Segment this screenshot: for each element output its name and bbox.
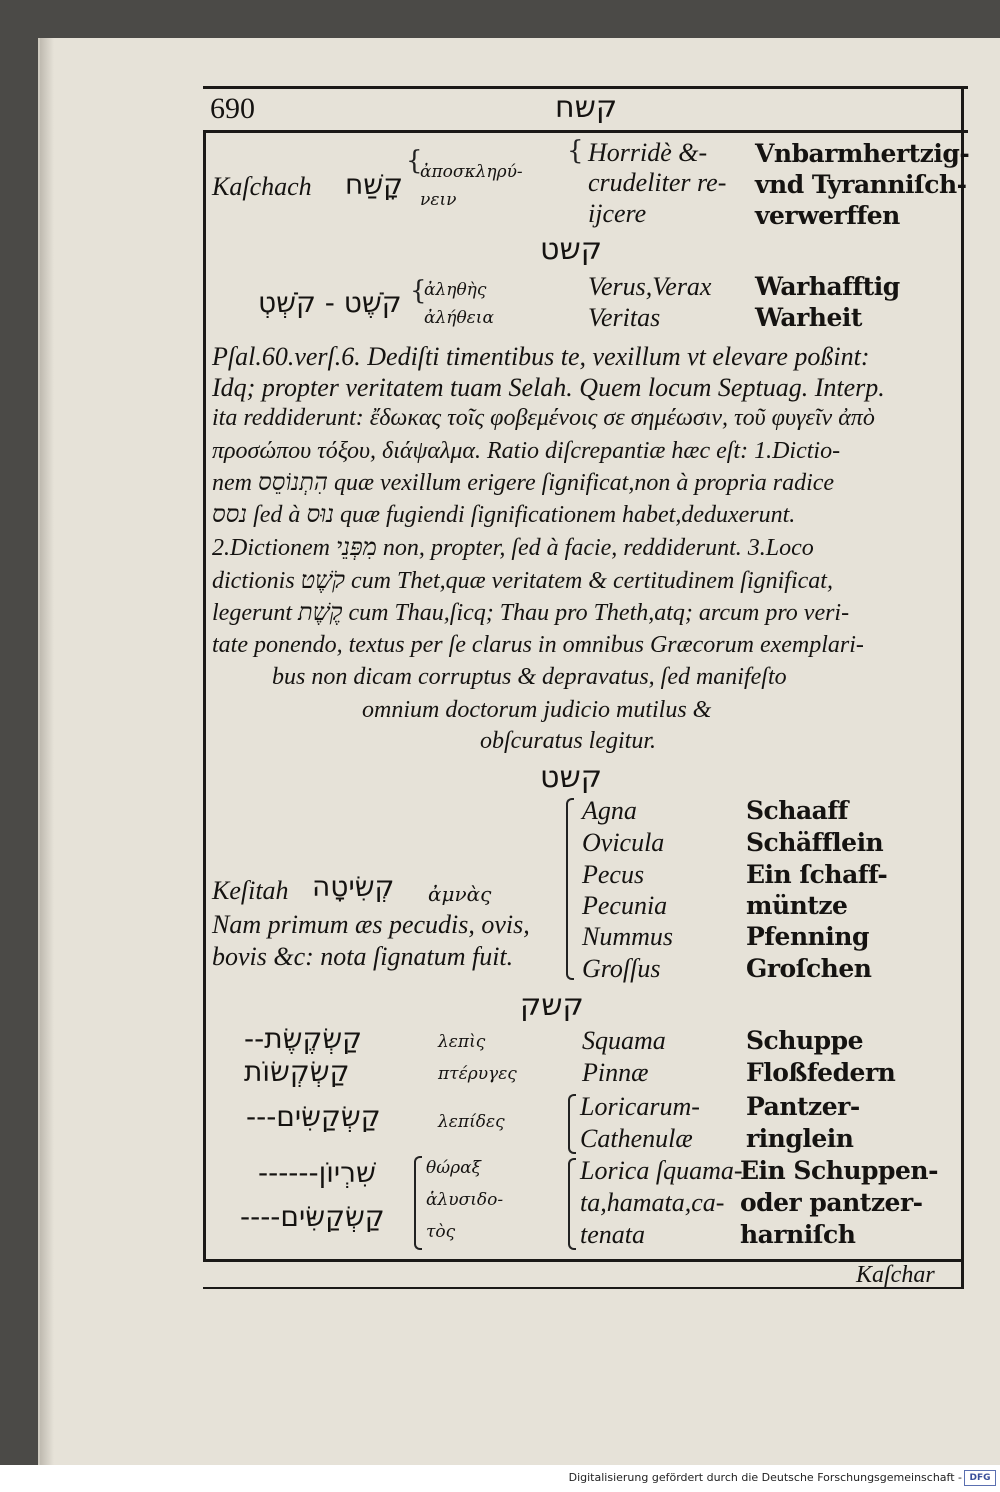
section3-german-4: müntze: [746, 891, 848, 920]
section4-greek-7: τὸς: [426, 1222, 456, 1242]
paragraph-line: Pſal.60.verſ.6. Dediſti timentibus te, vexillum vt elevare poßint:: [212, 342, 870, 371]
dfg-logo: DFG: [964, 1470, 996, 1486]
page-number: 690: [210, 92, 255, 125]
paragraph-line: bus non dicam corruptus & depravatus, ſed manifeſto: [272, 664, 787, 690]
section2-heading: קשט: [540, 232, 602, 267]
paragraph-line: 2.Dictionem מִפְּנֵי non, propter, ſed à facie, reddiderunt. 3.Loco: [212, 535, 814, 561]
footer-rule: [203, 1287, 964, 1289]
section3-hebrew: קְשִׂיטָה: [312, 870, 395, 903]
section3-note-2: bovis &c: nota ſignatum fuit.: [212, 942, 514, 971]
section4-latin-4: Cathenulæ: [580, 1124, 693, 1153]
section3-latin-3: Pecus: [582, 860, 645, 889]
section4-hebrew-3: קַשְׂקַשִּׂים---: [246, 1100, 381, 1133]
section4-greek-brace: [414, 1156, 422, 1250]
section4-hebrew-6: קַשְׂקַשִּׂים----: [240, 1200, 385, 1233]
section4-german-5: Ein Schuppen-: [740, 1156, 938, 1185]
section2-latin-1: Verus,Verax: [588, 272, 712, 301]
section3-heading: קשט: [540, 760, 602, 795]
entry1-greek-1: ἀποσκληρύ-: [420, 162, 523, 182]
section2-hebrew: קֹשֶׁט - קֹשְׁטְ: [258, 286, 402, 319]
section4-german-3: Pantzer-: [746, 1092, 860, 1121]
section4-heading: קשק: [520, 988, 584, 1023]
entry1-hebrew: קָשַׁח: [345, 168, 403, 201]
section3-latin-1: Agna: [582, 796, 637, 825]
section4-brace-1: [568, 1094, 576, 1154]
paragraph-line: προσώπου τόξου, διάψαλμα. Ratio diſcrepantiæ hæc eſt: 1.Dictio-: [212, 438, 841, 464]
bottom-rule: [203, 1259, 964, 1262]
left-rule: [203, 130, 206, 1262]
section3-german-5: Pfenning: [746, 922, 869, 951]
section4-greek-3: λεπίδες: [438, 1112, 505, 1132]
section3-brace: [566, 798, 574, 980]
section3-german-2: Schäfflein: [746, 828, 884, 857]
section4-hebrew-1: קַשְׂקֶשֶׂת--: [244, 1022, 363, 1055]
paragraph-line: ita reddiderunt: ἔδωκας τοῖς φοβεμένοις σε σημέωσιν, τοῦ φυγεῖν ἀπὸ: [212, 405, 875, 431]
entry1-latin-3: ijcere: [588, 199, 647, 228]
paragraph-line: nem הִתְנוֹסֵס quæ vexillum erigere ſignificat,non à propria radice: [212, 470, 835, 496]
paragraph-line: Idq; propter veritatem tuam Selah. Quem locum Septuag. Interp.: [212, 373, 885, 402]
section4-greek-6: ἁλυσιδο-: [426, 1190, 504, 1210]
section4-latin-2: Pinnæ: [582, 1058, 649, 1087]
catchword: Kaſchar: [856, 1262, 935, 1288]
entry1-german-3: verwerffen: [755, 201, 900, 230]
paragraph-line: נסס ſed à נוּס quæ fugiendi ſignificationem habet,deduxerunt.: [212, 502, 796, 528]
paragraph-line: tate ponendo, textus per ſe clarus in omnibus Græcorum exemplari-: [212, 632, 864, 658]
paragraph-line: omnium doctorum judicio mutilus &: [362, 697, 712, 723]
section2-greek-2: ἀλήθεια: [424, 308, 494, 328]
paragraph-line: legerunt קֶשֶׁת cum Thau,ſicq; Thau pro Theth,atq; arcum pro veri-: [212, 600, 850, 626]
section4-german-1: Schuppe: [746, 1026, 863, 1055]
section3-note-1: Nam primum æs pecudis, ovis,: [212, 910, 530, 939]
entry1-latin-1: Horridè &-: [588, 138, 708, 167]
entry1-transliteration: Kaſchach: [212, 172, 312, 201]
section4-greek-2: πτέρυγες: [438, 1064, 517, 1084]
section4-greek-1: λεπὶς: [438, 1032, 486, 1052]
section4-hebrew-5: שִׁרְיוֹן------: [258, 1156, 376, 1189]
section4-latin-6: ta,hamata,ca-: [580, 1188, 725, 1217]
section3-latin-4: Pecunia: [582, 891, 668, 920]
running-head-hebrew: קשח: [555, 90, 618, 125]
section3-greek: ἀμνὰς: [428, 882, 492, 906]
footer-credit: Digitalisierung gefördert durch die Deutsche Forschungsgemeinschaft -: [568, 1471, 962, 1484]
entry1-brace: {: [406, 146, 423, 176]
entry1-german-2: vnd Tyranniſch-: [755, 170, 967, 199]
section3-german-3: Ein ſchaff-: [746, 860, 888, 889]
section4-german-4: ringlein: [746, 1124, 854, 1153]
section4-german-7: harniſch: [740, 1220, 856, 1249]
section4-hebrew-2: קַשְׂקְשׂוֹת: [244, 1055, 350, 1088]
section4-brace-2: [568, 1158, 576, 1250]
section2-german-2: Warheit: [755, 303, 862, 332]
section2-greek-1: ἀληθὴς: [424, 280, 487, 300]
header-rule: [203, 130, 968, 133]
section4-german-6: oder pantzer-: [740, 1188, 923, 1217]
section3-german-1: Schaaff: [746, 796, 848, 825]
page-binding-shadow: [40, 38, 54, 1465]
section4-latin-7: tenata: [580, 1220, 645, 1249]
entry1-latin-2: crudeliter re-: [588, 168, 727, 197]
right-rule: [961, 86, 964, 1289]
entry1-german-1: Vnbarmhertzig-: [755, 139, 970, 168]
section2-brace: {: [410, 276, 427, 306]
digitization-footer: [0, 1465, 1000, 1492]
section3-latin-2: Ovicula: [582, 828, 665, 857]
section3-transliteration: Keſitah: [212, 876, 289, 905]
top-rule: [203, 86, 968, 89]
section4-latin-1: Squama: [582, 1026, 666, 1055]
section2-german-1: Warhafftig: [755, 272, 900, 301]
paragraph-line: dictionis קֹשֶׁט cum Thet,quæ veritatem & certitudinem ſignificat,: [212, 568, 833, 594]
entry1-greek-2: νειν: [420, 190, 457, 210]
paragraph-line: obſcuratus legitur.: [480, 728, 657, 754]
entry1-latin-brace: {: [567, 136, 584, 166]
section3-german-6: Groſchen: [746, 954, 872, 983]
section4-latin-5: Lorica ſquama-: [580, 1156, 743, 1185]
section4-latin-3: Loricarum-: [580, 1092, 700, 1121]
section4-german-2: Floßfedern: [746, 1058, 896, 1087]
section4-greek-5: θώραξ: [426, 1158, 481, 1178]
section3-latin-5: Nummus: [582, 922, 674, 951]
section2-latin-2: Veritas: [588, 303, 661, 332]
section3-latin-6: Groſſus: [582, 954, 661, 983]
